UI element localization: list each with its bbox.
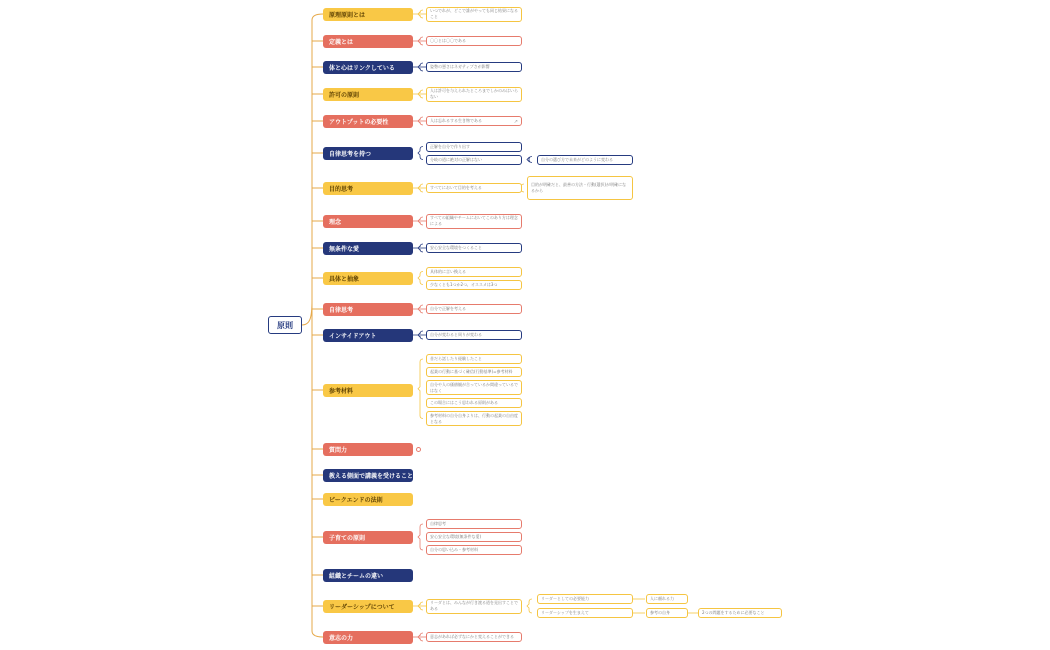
- leaf-node[interactable]: [426, 142, 522, 152]
- leaf-text: 分岐の道に絶対の正解はない: [430, 156, 482, 162]
- leaf-text: 2つの問題をするために必要なこと: [702, 610, 765, 615]
- leaf-text: リーダーシップを生まえて: [541, 610, 589, 615]
- branch-node[interactable]: [323, 531, 413, 544]
- leaf-node[interactable]: [426, 304, 522, 314]
- connector: [418, 272, 423, 285]
- leaf-text: すべての組織やチームにおいてこのあり方は理念による: [430, 215, 518, 226]
- leaf-node[interactable]: [426, 545, 522, 555]
- branch-node[interactable]: [323, 182, 413, 195]
- leaf-node[interactable]: [426, 367, 522, 377]
- leaf-text: 具体的に言い換える: [430, 268, 466, 274]
- leaf-node[interactable]: [426, 411, 522, 426]
- leaf-node[interactable]: [426, 36, 522, 46]
- leaf-node[interactable]: [426, 330, 522, 340]
- leaf-node[interactable]: [426, 354, 522, 364]
- leaf-text: 安心安全な環境(無条件な愛): [430, 534, 482, 539]
- branch-node[interactable]: [323, 115, 413, 128]
- leaf-node[interactable]: [426, 62, 522, 72]
- leaf-text: 自分が変わると周りが変わる: [430, 332, 482, 337]
- branch-node[interactable]: [323, 61, 413, 74]
- leaf-text: 自分の思い込み・参考材料: [430, 547, 478, 552]
- leaf-text: 安心安全な環境をつくること: [430, 245, 482, 250]
- leaf-text: 姿勢の悪さはネガティブさが影響: [430, 64, 490, 69]
- connector: [527, 599, 532, 613]
- leaf-node[interactable]: [426, 7, 522, 22]
- branch-label: アウトプットの必要性: [329, 118, 389, 126]
- branch-node[interactable]: [323, 215, 413, 228]
- leaf-text: 起業の行動に基づく確信(行動基準)=参考材料: [430, 369, 513, 374]
- leaf-text: 少なくとも1つか2つ、オススメは3つ: [430, 281, 498, 287]
- leaf-text: リーダとは、みんなが行き渡る道を見出すことである: [430, 600, 518, 611]
- branch-label: 自律思考を持つ: [329, 150, 372, 158]
- leaf-text: すべてにおいて目的を考える: [430, 185, 482, 190]
- branch-node[interactable]: [323, 88, 413, 101]
- branch-node[interactable]: [323, 8, 413, 21]
- leaf-node[interactable]: [426, 632, 522, 642]
- branch-label: 理念: [329, 218, 342, 226]
- connector: [418, 359, 423, 419]
- connector: [418, 147, 423, 160]
- leaf-node[interactable]: [426, 116, 522, 126]
- leaf-text: 自分の選び方で未来がどのように変わる: [541, 156, 613, 162]
- sub-leaf-node[interactable]: [646, 608, 688, 618]
- branch-node[interactable]: [323, 303, 413, 316]
- leaf-node[interactable]: [426, 532, 522, 542]
- leaf-node[interactable]: [426, 267, 522, 277]
- branch-label: 原理原則とは: [329, 11, 366, 19]
- branch-label: 意志の力: [329, 634, 354, 642]
- leaf-text: 〇〇とは〇〇である: [430, 38, 466, 43]
- leaf-node[interactable]: [426, 280, 522, 290]
- branch-label: 自律思考: [329, 306, 354, 314]
- branch-label: 組織とチームの違い: [329, 572, 384, 580]
- connector: [418, 524, 423, 550]
- leaf-text: 人は許可を与えられたところまでしかのみはいらない: [430, 88, 518, 99]
- branch-label: 教える側面で講義を受けること: [329, 472, 413, 480]
- connector: [312, 631, 323, 637]
- branch-node[interactable]: [323, 443, 413, 456]
- branch-label: 許可の原則: [329, 91, 360, 99]
- branch-node[interactable]: [323, 35, 413, 48]
- branch-node[interactable]: [323, 329, 413, 342]
- leaf-text: 自分で正解を考える: [430, 306, 466, 311]
- branch-node[interactable]: [323, 493, 413, 506]
- leaf-node[interactable]: [426, 214, 522, 229]
- branch-label: 体と心はリンクしている: [329, 64, 395, 72]
- branch-node[interactable]: [323, 384, 413, 397]
- leaf-text: いつでれが、どこで誰がやっても同じ結果になること: [430, 8, 518, 19]
- leaf-text: 人は忘れるする生き物である: [430, 118, 482, 123]
- branch-label: ピークエンドの法則: [329, 496, 383, 504]
- connector: [527, 157, 532, 163]
- leaf-text: 正解を自分で作り出す: [430, 143, 470, 149]
- leaf-text: 参考の自身: [650, 610, 670, 615]
- sub-leaf-node[interactable]: [537, 608, 633, 618]
- leaf-text: 目的が明確だと、最善の方法・行動(選択)が明確になるから: [531, 182, 627, 193]
- leaf-text: 参考材料の自分自身よりは、行動の起業の自由度となる: [430, 412, 518, 424]
- sub-leaf-node[interactable]: [537, 155, 633, 165]
- sub-leaf-node[interactable]: [527, 176, 633, 200]
- leaf-node[interactable]: [426, 398, 522, 408]
- sub-leaf-node[interactable]: [537, 594, 633, 604]
- branch-label: 定義とは: [329, 38, 354, 46]
- leaf-text: 自分や人の価値観が合っているか間違っているではなく: [430, 381, 518, 393]
- leaf-text: 人に頼れる力: [650, 596, 674, 601]
- branch-label: 参考材料: [329, 387, 354, 395]
- leaf-text: 自律思考: [430, 521, 446, 526]
- sub-leaf-node[interactable]: [698, 608, 782, 618]
- leaf-node[interactable]: [426, 155, 522, 165]
- branch-node[interactable]: [323, 631, 413, 644]
- leaf-text: リーダーとしての必要能力: [541, 596, 589, 601]
- branch-label: 無条件な愛: [329, 245, 360, 253]
- branch-node[interactable]: [323, 569, 413, 582]
- branch-node[interactable]: [323, 469, 413, 482]
- sub-leaf-node[interactable]: [646, 594, 688, 604]
- leaf-node[interactable]: [426, 519, 522, 529]
- connector: [312, 14, 323, 20]
- branch-node[interactable]: [323, 600, 413, 613]
- leaf-node[interactable]: [426, 183, 522, 193]
- branch-label: 子育ての原則: [329, 534, 366, 542]
- branch-label: 質問力: [329, 446, 348, 454]
- branch-label: インサイドアウト: [329, 332, 377, 340]
- leaf-node[interactable]: [426, 380, 522, 395]
- leaf-text: この場合にはこう思われる原則がある: [430, 400, 498, 405]
- collapse-dot[interactable]: [416, 447, 421, 452]
- branch-label: 目的思考: [329, 185, 354, 193]
- leaf-text: 意志があれば必ずなにかと変えることができる: [430, 634, 514, 639]
- branch-label: 具体と抽象: [329, 275, 360, 283]
- branch-node[interactable]: [323, 147, 413, 160]
- branch-node[interactable]: [323, 272, 413, 285]
- leaf-node[interactable]: [426, 87, 522, 102]
- leaf-text: 昔だら話したり経験したこと: [430, 356, 482, 361]
- root-node[interactable]: 原則: [268, 316, 302, 334]
- link-icon[interactable]: ↗: [513, 119, 518, 125]
- leaf-node[interactable]: [426, 243, 522, 253]
- branch-node[interactable]: [323, 242, 413, 255]
- branch-label: リーダーシップについて: [329, 603, 395, 611]
- leaf-node[interactable]: [426, 599, 522, 614]
- connector: [302, 300, 312, 325]
